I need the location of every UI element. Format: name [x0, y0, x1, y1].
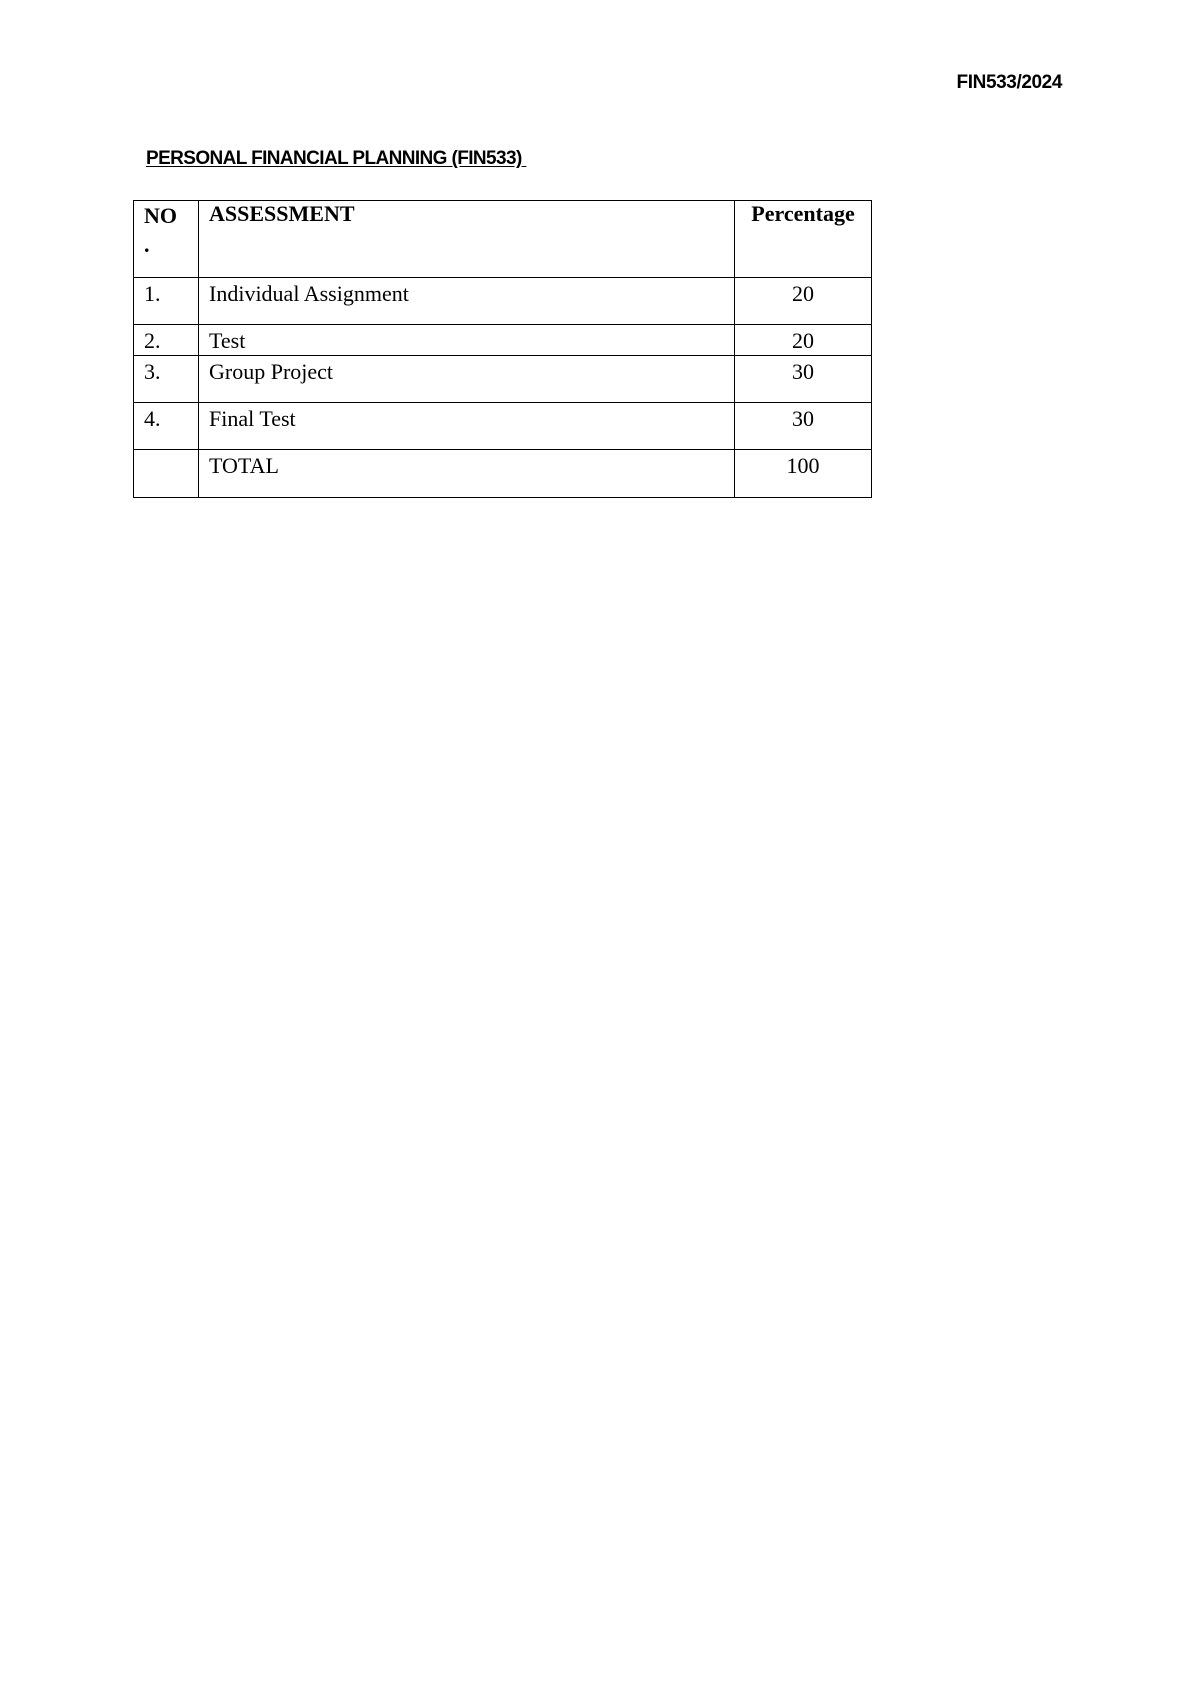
table-row: [134, 356, 872, 403]
cell-assessment: Individual Assignment: [199, 278, 735, 325]
cell-assessment: Group Project: [199, 356, 735, 403]
cell-assessment: Test: [199, 325, 735, 356]
cell-percentage-total: 100: [735, 450, 872, 498]
table-header-row: [134, 201, 872, 278]
cell-no: 1.: [134, 278, 199, 325]
cell-percentage: 30: [735, 356, 872, 403]
header-no-line2: .: [144, 232, 150, 257]
cell-percentage: 20: [735, 278, 872, 325]
header-no: [134, 201, 199, 278]
cell-percentage: 20: [735, 325, 872, 356]
header-percentage: Percentage: [735, 201, 872, 278]
table-row: [134, 325, 872, 356]
header-no-line1: NO: [144, 203, 177, 228]
cell-assessment: Final Test: [199, 403, 735, 450]
cell-percentage: 30: [735, 403, 872, 450]
document-title: PERSONAL FINANCIAL PLANNING (FIN533): [146, 148, 527, 169]
cell-assessment-total: TOTAL: [199, 450, 735, 498]
cell-no: [134, 450, 199, 498]
header-assessment: ASSESSMENT: [199, 201, 735, 278]
cell-no: 4.: [134, 403, 199, 450]
table-row: [134, 278, 872, 325]
assessment-table: [133, 200, 872, 498]
cell-no: 3.: [134, 356, 199, 403]
table-row-total: [134, 450, 872, 498]
page-header-code: FIN533/2024: [956, 72, 1062, 93]
cell-no: 2.: [134, 325, 199, 356]
table-row: [134, 403, 872, 450]
